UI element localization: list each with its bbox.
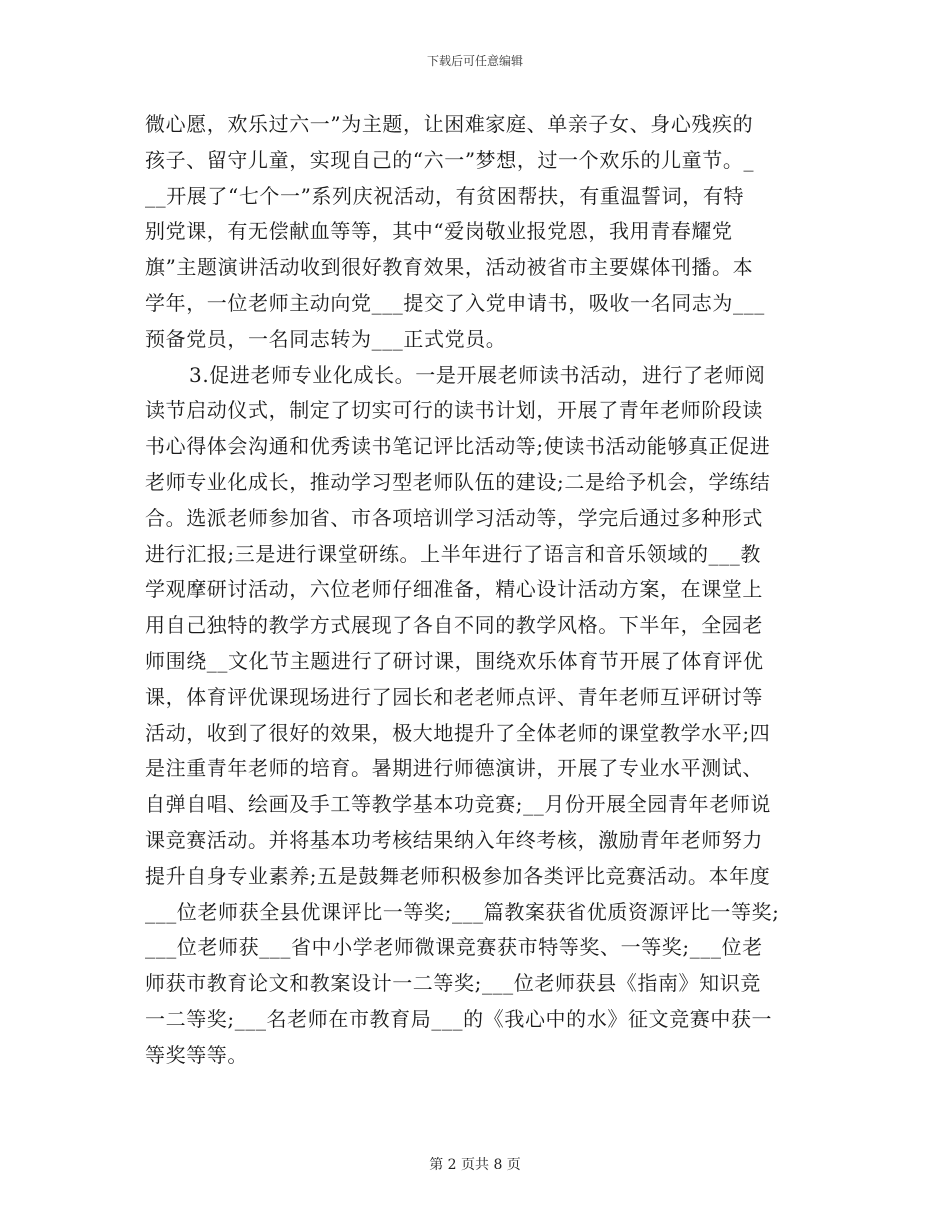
text-line: 自弹自唱、绘画及手工等教学基本功竞赛;__月份开展全园青年老师说: [145, 792, 771, 817]
document-body: [145, 107, 805, 1074]
text-line: 预备党员，一名同志转为___正式党员。: [145, 326, 507, 351]
page-header-note: 下载后可任意编辑: [426, 54, 523, 68]
text-line: 学年，一位老师主动向党___提交了入党申请书，吸收一名同志为___: [145, 290, 765, 315]
text-line: 别党课，有无偿献血等等，其中“爱岗敬业报党恩，我用青春耀党: [145, 219, 733, 244]
text-line: 微心愿，欢乐过六一”为主题，让困难家庭、单亲子女、身心残疾的: [145, 112, 754, 136]
text-line: 进行汇报;三是进行课堂研练。上半年进行了语言和音乐领域的___教: [145, 541, 761, 566]
text-line: 读节启动仪式，制定了切实可行的读书计划，开展了青年老师阶段读: [145, 398, 763, 423]
page-number-footer: 第 2 页共 8 页: [429, 1157, 521, 1173]
text-line: 提升自身专业素养;五是鼓舞老师积极参加各类评比竞赛活动。本年度: [145, 863, 771, 888]
text-line: 师围绕__文化节主题进行了研讨课，围绕欢乐体育节开展了体育评优: [145, 648, 764, 673]
text-line: ___位老师获___省中小学老师微课竞赛获市特等奖、一等奖;___位老: [145, 935, 763, 960]
text-line: 是注重青年老师的培育。暑期进行师德演讲，开展了专业水平测试、: [145, 756, 763, 781]
text-line: ___位老师获全县优课评比一等奖;___篇教案获省优质资源评比一等奖;: [145, 899, 780, 924]
text-line: 书心得体会沟通和优秀读书笔记评比活动等;使读书活动能够真正促进: [145, 434, 771, 459]
text-line: 合。选派老师参加省、市各项培训学习活动等，学完后通过多种形式: [145, 505, 763, 530]
text-line: 学观摩研讨活动，六位老师仔细准备，精心设计活动方案，在课堂上: [145, 577, 763, 602]
text-line: 活动，收到了很好的效果，极大地提升了全体老师的课堂教学水平;四: [145, 720, 771, 745]
text-line: 师获市教育论文和教案设计一二等奖;___位老师获县《指南》知识竞: [145, 971, 761, 996]
text-line: 课竞赛活动。并将基本功考核结果纳入年终考核，激励青年老师努力: [145, 827, 763, 852]
text-line: 孩子、留守儿童，实现自己的“六一”梦想，过一个欢乐的儿童节。_: [145, 147, 755, 172]
text-line: 课，体育评优课现场进行了园长和老老师点评、青年老师互评研讨等: [145, 684, 763, 709]
text-line: 旗”主题演讲活动收到很好教育效果，活动被省市主要媒体刊播。本: [145, 255, 754, 280]
text-line: 用自己独特的教学方式展现了各自不同的教学风格。下半年，全园老: [145, 613, 763, 638]
paragraph-start-line: 3.促进老师专业化成长。一是开展老师读书活动，进行了老师阅: [189, 362, 766, 387]
text-line: __开展了“七个一”系列庆祝活动，有贫困帮扶，有重温誓词，有特: [145, 183, 745, 208]
text-line: 老师专业化成长，推动学习型老师队伍的建设;二是给予机会，学练结: [145, 469, 771, 494]
text-line: 等奖等等。: [145, 1042, 248, 1067]
text-line: 一二等奖;___名老师在市教育局___的《我心中的水》征文竞赛中获一: [145, 1006, 773, 1031]
